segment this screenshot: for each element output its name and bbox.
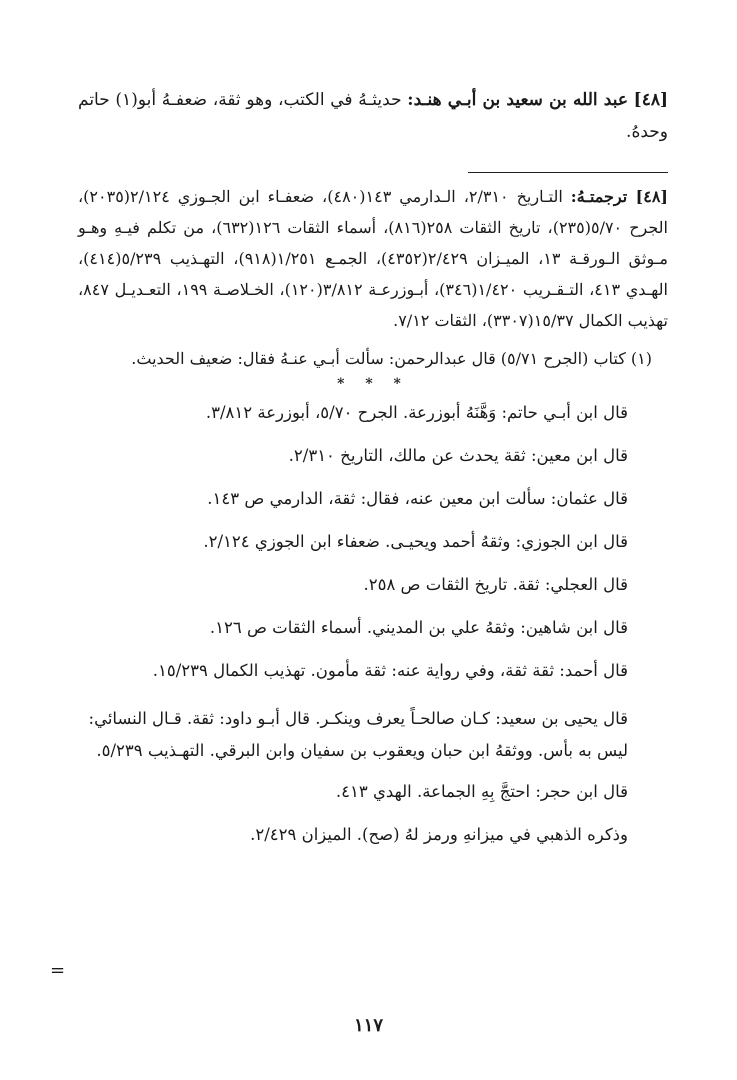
- continuation-mark: =: [50, 960, 66, 981]
- quote-line: قال أحمد: ثقة ثقة، وفي رواية عنه: ثقة مأمون. تهذيب الكمال ١٥/٢٣٩.: [152, 661, 628, 680]
- section-separator: * * *: [337, 376, 409, 392]
- references-text: التـاريخ ٢/٣١٠، الـدارمي ١٤٣(٤٨٠)، ضعفـاء ابن الجـوزي ٢/١٢٤(٢٠٣٥)، الجرح ٥/٧٠(٢٣٥)، تاريخ الثقات ٢٥٨(٨١٦)، أسماء الثقات ١٢٦(٦٣٢)، من تكلم فيـهِ وهـو مـوثق الـورقـة ١٣، الميـزان ٢/٤٢٩(٤٣٥٢)، الجمـع ١/٢٥١(٩١٨)، التهـذيب ٥/٢٣٩(٤١٤)، الهـدي ٤١٣، التـقـريب ١/٤٢٠(٣٤٦)، أبـوزرعـة ٣/٨١٢(١٢٠)، الخـلاصـة ١٩٩، التعـديـل ٨٤٧، تهذيب الكمال ١٥/٣٧(٣٣٠٧)، الثقات ٧/١٢.: [78, 187, 669, 330]
- quote-line: قال ابن شاهين: وثقهُ علي بن المديني. أسماء الثقات ص ١٢٦.: [209, 618, 628, 637]
- footnote: (١) كتاب (الجرح ٥/٧١) قال عبدالرحمن: سألت أبـي عنـهُ فقال: ضعيف الحديث.: [131, 349, 652, 368]
- quote-line: قال العجلي: ثقة. تاريخ الثقات ص ٢٥٨.: [363, 575, 628, 594]
- references-paragraph: [78, 181, 668, 336]
- quote-line: قال ابن حجر: احتجَّ بِهِ الجماعة. الهدي ٤١٣.: [335, 782, 628, 801]
- quote-line: قال ابن الجوزي: وثقهُ أحمد ويحيـى. ضعفاء ابن الجوزي ٢/١٢٤.: [203, 532, 628, 551]
- entry-number: [٤٨]: [633, 90, 669, 110]
- page-number: ١١٧: [353, 1015, 383, 1036]
- quote-line: قال عثمان: سألت ابن معين عنه، فقال: ثقة، الدارمي ص ١٤٣.: [207, 489, 628, 508]
- entry-paragraph: [78, 84, 668, 148]
- page-body: [78, 84, 668, 867]
- entry-text: حديثـهُ في الكتب، وهو ثقة، ضعفـهُ أبو(١) حاتم وحدهُ.: [78, 90, 668, 142]
- entry-name: عبد الله بن سعيد بن أبـي هنـد:: [407, 90, 628, 110]
- references-tag: [٤٨] ترجمتـهُ:: [570, 187, 668, 206]
- quote-line: وذكره الذهبي في ميزانهِ ورمز لهُ (صح). الميزان ٢/٤٢٩.: [250, 825, 628, 844]
- quote-line: قال ابن أبـي حاتم: وَهَّنَهُ أبوزرعة. الجرح ٥/٧٠، أبوزرعة ٣/٨١٢.: [205, 403, 628, 422]
- quote-line: قال ابن معين: ثقة يحدث عن مالك، التاريخ ٢/٣١٠.: [288, 446, 628, 465]
- footnote-separator: [468, 172, 668, 173]
- quote-long: قال يحيى بن سعيد: كـان صالحـاً يعرف وينكـر. قال أبـو داود: ثقة. قـال النسائي: ليس به بأس. ووثقهُ ابن حبان ويعقوب بن سفيان وابن البرقي. التهـذيب ٥/٢٣٩.: [88, 709, 628, 760]
